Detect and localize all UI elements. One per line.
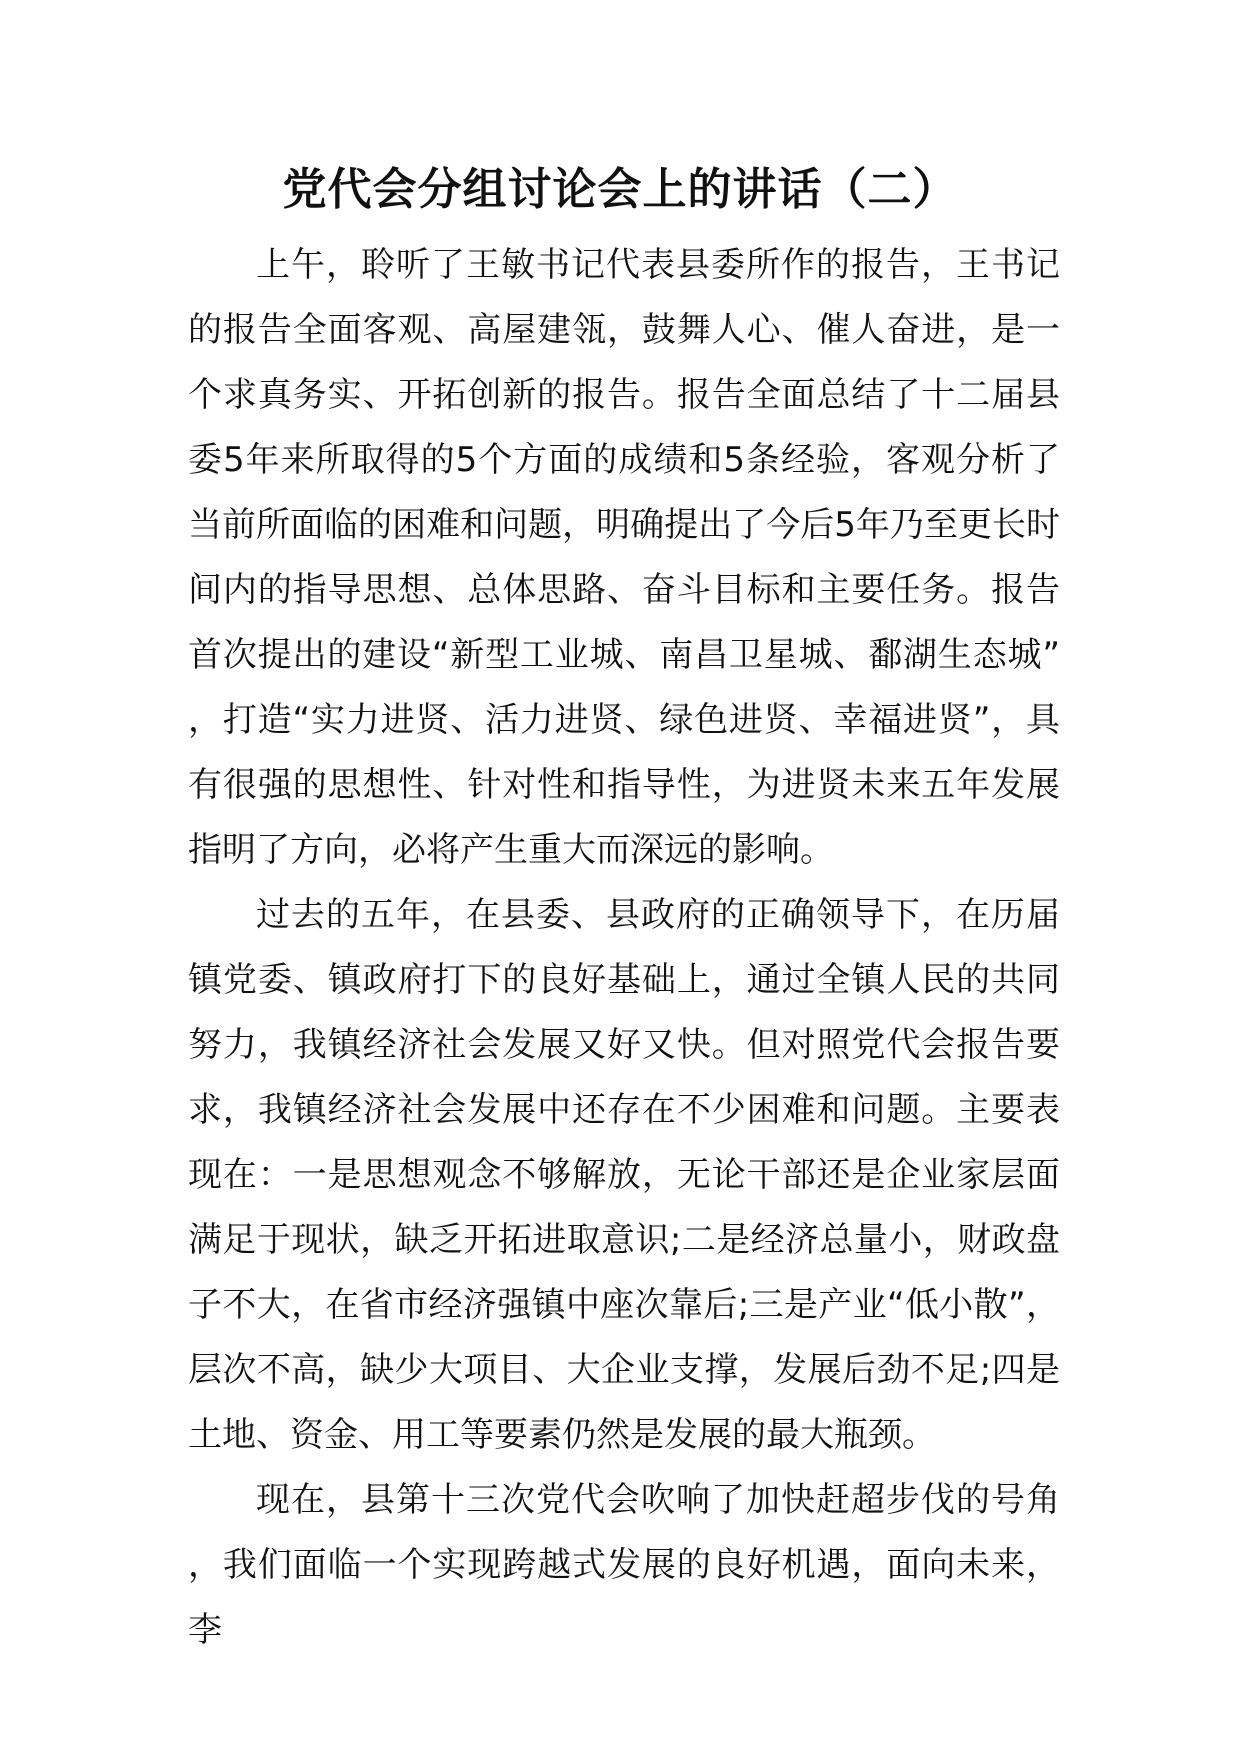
paragraph-report-review: 上午，聆听了王敏书记代表县委所作的报告，王书记的报告全面客观、高屋建瓴，鼓舞人心、催人奋进，是一个求真务实、开拓创新的报告。报告全面总结了十二届县委5年来所取得的5个方面的成绩和5条经验，客观分析了当前所面临的困难和问题，明确提出了今后5年乃至更长时间内的指导思想、总体思路、奋斗目标和主要任务。报告首次提出的建设“新型工业城、南昌卫星城、鄱湖生态城”，打造“实力进贤、活力进贤、绿色进贤、幸福进贤”，具有很强的思想性、针对性和指导性，为进贤未来五年发展指明了方向，必将产生重大而深远的影响。 [188, 245, 1060, 870]
paragraph-past-five-years: 过去的五年，在县委、县政府的正确领导下，在历届镇党委、镇政府打下的良好基础上，通过全镇人民的共同努力，我镇经济社会发展又好又快。但对照党代会报告要求，我镇经济社会发展中还存在不少困难和问题。主要表现在：一是思想观念不够解放，无论干部还是企业家层面满足于现状，缺乏开拓进取意识;二是经济总量小，财政盘子不大，在省市经济强镇中座次靠后;三是产业“低小散”，层次不高，缺少大项目、大企业支撑，发展后劲不足;四是土地、资金、用工等要素仍然是发展的最大瓶颈。 [188, 895, 1060, 1455]
paragraph-current-opportunity: 现在，县第十三次党代会吹响了加快赶超步伐的号角，我们面临一个实现跨越式发展的良好机遇，面向未来，李 [188, 1480, 1060, 1650]
document-body [188, 233, 1060, 1663]
document-title: 党代会分组讨论会上的讲话（二） [282, 164, 958, 215]
